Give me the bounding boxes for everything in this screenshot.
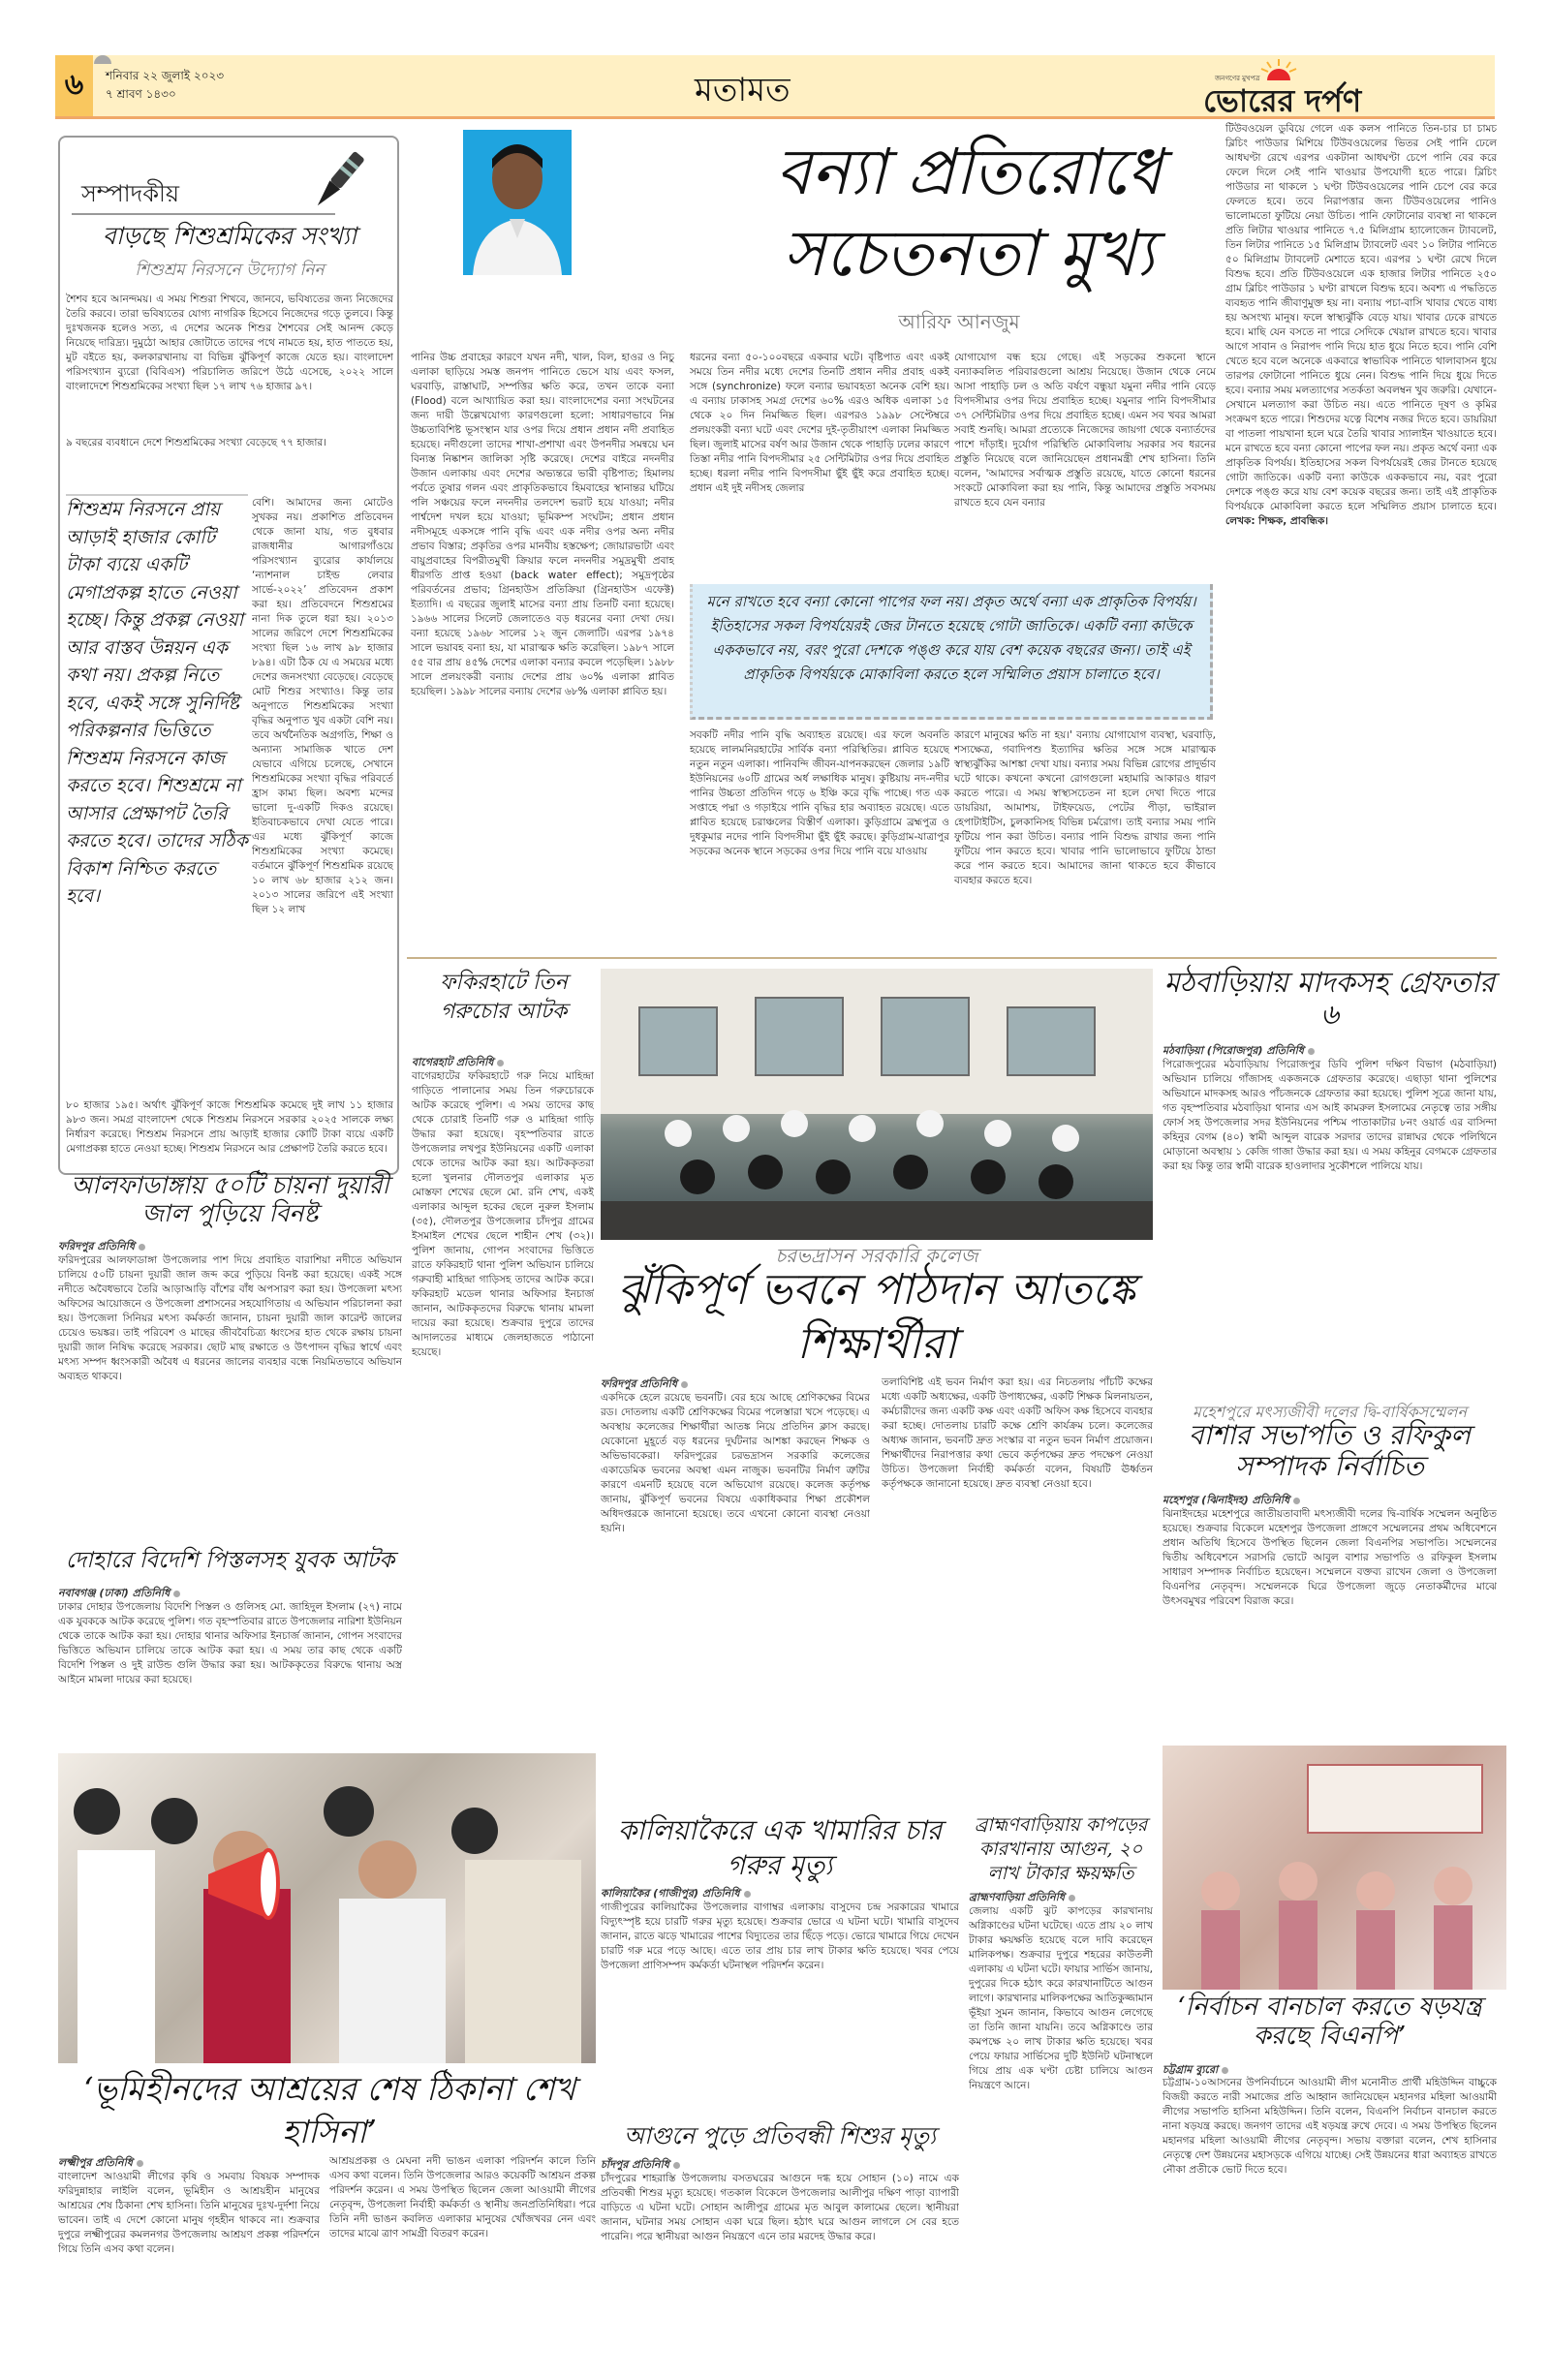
newspaper-logo[interactable] bbox=[1184, 59, 1474, 119]
story-headline: আগুনে পুড়ে প্রতিবন্ধী শিশুর মৃত্যু bbox=[623, 2122, 937, 2149]
story-body: তলাবিশিষ্ট এই ভবন নির্মাণ করা হয়। এর নিচতলায় পাঁচটি কক্ষের মধ্যে একটি অধ্যক্ষের, একটি উপাধ্যক্ষের, একটি শিক্ষক মিলনায়তন, কর্মচারীদের জন্য একটি কক্ষ এবং একটি অফিস কক্ষ হিসেবে ব্যবহার করা হচ্ছে। দোতলায় চারটি কক্ষে শ্রেণি কার্যক্রম চলে। কলেজের অধ্যক্ষ জানান, ভবনটি দ্রুত সংস্কার বা নতুন ভবন নির্মাণ প্রয়োজন। শিক্ষার্থীদের নিরাপত্তার কথা ভেবে কর্তৃপক্ষের দ্রুত পদক্ষেপ নেওয়া উচিত। উপজেলা নির্বাহী কর্মকর্তা বলেন, বিষয়টি ঊর্ধ্বতন কর্তৃপক্ষকে জানানো হয়েছে। দ্রুত ব্যবস্থা নেওয়া হবে। bbox=[882, 1376, 1153, 1490]
opinion-pull-quote: মনে রাখতে হবে বন্যা কোনো পাপের ফল নয়। প্রকৃত অর্থে বন্যা এক প্রাকৃতিক বিপর্যয়। ইতিহাসের সকল বিপর্যয়েরই জের টানতে হয়েছে গোটা জাতিকে। একটি বন্যা কাউকে এককভাবে নয়, বরং পুরো দেশকে পঙ্গু করে যায় বেশ কয়েক বছরের জন্য। তাই এই প্রাকৃতিক বিপর্যয়কে মোকাবিলা করতে হলে সম্মিলিত প্রয়াস চালাতে হবে। bbox=[690, 584, 1213, 720]
page-number: ৬ bbox=[55, 55, 93, 116]
bullet-icon bbox=[1069, 1895, 1075, 1901]
story-body: ফরিদপুরের আলফাডাঙ্গা উপজেলার পাশ দিয়ে প্রবাহিত বারাশিয়া নদীতে অভিযান চালিয়ে ৫০টি চায়না দুয়ারী জাল জব্দ করে পুড়িয়ে বিনষ্ট করা হয়েছে। একই সঙ্গে নদীতে অবৈধভাবে তৈরি আড়াআড়ি বাঁশের বাঁধ অপসারণ করা হয়। উপজেলা মৎস্য অফিসের আয়োজনে ও উপজেলা প্রশাসনের সহযোগিতায় এ অভিযান পরিচালনা করা হয়। উপজেলা সিনিয়র মৎস্য কর্মকর্তা জানান, চায়না দুয়ারী জাল কারেন্ট জালের চেয়েও ভয়ঙ্কর। তাই পরিবেশ ও মাছের জীববৈচিত্র্য ধ্বংসের হাত থেকে রক্ষায় চায়না দুয়ারী জাল নিষিদ্ধ করেছে সরকার। ছোট মাছ রক্ষাতে ও উৎপাদন বৃদ্ধির স্বার্থে এবং মৎস্য সম্পদ ধ্বংসকারী অবৈধ এ ধরনের জালের ব্যবহার বন্ধে নিয়মিতভাবে অভিযান অব্যহত থাকবে। bbox=[58, 1254, 402, 1382]
story-body: বাংলাদেশ আওয়ামী লীগের কৃষি ও সমবায় বিষয়ক সম্পাদক ফরিদুন্নাহার লাইলি বলেন, ভূমিহীন ও আশ্রয়হীন মানুষের আশ্রয়ের শেষ ঠিকানা শেখ হাসিনা। তিনি মানুষের দুঃখ-দুর্দশা নিয়ে ভাবেন। তাই এ দেশে কোনো মানুষ গৃহহীন থাকবে না। শুক্রবার দুপুরে লক্ষ্মীপুরের কমলনগর উপজেলায় আশ্রয়ণ প্রকল্প পরিদর্শনে গিয়ে তিনি এসব কথা বলেন। bbox=[58, 2171, 320, 2255]
dateline-text: ব্রাহ্মণবাড়িয়া প্রতিনিধি bbox=[969, 1891, 1066, 1903]
opinion-column: ধরনের বন্যা ৫০-১০০বছরে একবার ঘটে। বৃষ্টিপাত এবং একই সময়ে তিন নদীর মধ্যে দেশের তিনটি প্রধান নদীর প্রবাহ একই সঙ্গে (synchronize) ফলে বন্যার ভয়াবহতা অনেক বেশি হয়। এ বন্যায় ঢাকাসহ সমগ্র দেশের ৬০% এরও অধিক এলাকা ১৫ থেকে ২০ দিন নিমজ্জিত ছিল। এরপরও ১৯৯৮ সেপ্টেম্বরে প্রলয়ংকরী বন্যা ঘটে এবং দেশের দুই-তৃতীয়াংশ এলাকা নিমজ্জিত ছিল। জুলাই মাসের বর্ষণ আর উজান থেকে পাহাড়ি ঢলের কারণে তিস্তা নদীর পানি বিপদসীমার ২৫ সেন্টিমিটার ওপর দিয়ে প্রবাহিত হচ্ছে। ধরলা নদীর পানি বিপদসীমা ছুঁই ছুঁই করে প্রবাহিত হচ্ছে। প্রধান এই দুই নদীসহ জেলার bbox=[690, 352, 949, 494]
editorial-paragraph: বেশি। আমাদের জন্য মোটেও সুখকর নয়। প্রকাশিত প্রতিবেদন থেকে জানা যায়, গত বুধবার রাজধানীর আগারগাঁওয়ে পরিসংখ্যান ব্যুরোর কার্যালয়ে ‘ন্যাশনাল চাইল্ড লেবার সার্ভে-২০২২’ প্রতিবেদন প্রকাশ করা হয়। প্রতিবেদনে শিশুশ্রমের নানা দিক তুলে ধরা হয়। ২০১৩ সালের জরিপে দেশে শিশুশ্রমিকের সংখ্যা ছিল ১৬ লাখ ৯৮ হাজার ৮৯৪। এটা ঠিক যে এ সময়ের মধ্যে দেশের জনসংখ্যা বেড়েছে। বেড়েছে মোট শিশুর সংখ্যাও। কিন্তু তার অনুপাতে শিশুশ্রমিকের সংখ্যা বৃদ্ধির অনুপাত খুব একটা বেশি নয়। তবে অর্থনৈতিক অগ্রগতি, শিক্ষা ও অন্যান্য সামাজিক খাতে দেশ যেভাবে এগিয়ে চলেছে, সেখানে শিশুশ্রমিকের সংখ্যা বৃদ্ধির পরিবর্তে হ্রাস কাম্য ছিল। অবশ্য মন্দের ভালো দু-একটি দিকও রয়েছে। ইতিবাচকভাবে দেখা যেতে পারে। এর মধ্যে ঝুঁকিপূর্ণ কাজে শিশুশ্রমিকের সংখ্যা কমেছে। বর্তমানে ঝুঁকিপূর্ণ শিশুশ্রমিক রয়েছে ১০ লাখ ৬৮ হাজার ২১২ জন। ২০১৩ সালের জরিপে এই সংখ্যা ছিল ১২ লাখ bbox=[252, 497, 393, 915]
dateline-text: মঠবাড়িয়া (পিরোজপুর) প্রতিনিধি bbox=[1162, 1044, 1304, 1057]
author-photo bbox=[463, 130, 572, 275]
dateline-text: চাঁদপুর প্রতিনিধি bbox=[601, 2158, 669, 2171]
dateline-text: কালিয়াকৈর (গাজীপুর) প্রতিনিধি bbox=[601, 1887, 740, 1900]
opinion-column: পানির উচ্চ প্রবাহের কারণে যখন নদী, খাল, বিল, হাওর ও নিচু এলাকা ছাড়িয়ে সমস্ত জনপদ পানিতে ভেসে যায় এবং ফসল, ঘরবাড়ি, রাস্তাঘাট, সম্পত্তির ক্ষতি করে, তখন তাকে বন্যা (Flood) বলে আখ্যায়িত করা হয়। বাংলাদেশের বন্যা সংঘটনের জন্য দায়ী উল্লেখযোগ্য কারণগুলো হলো: সাধারণভাবে নিম্ন উচ্চতাবিশিষ্ট ভূসংস্থান যার ওপর দিয়ে প্রধান প্রধান নদী প্রবাহিত হয়েছে। নদীগুলো তাদের শাখা-প্রশাখা এবং উপনদীর সমন্বয়ে ঘন বিন্যস্ত নিষ্কাশন জালিকা সৃষ্টি করেছে। দেশের বাইরে নদনদীর উজান এলাকায় এবং দেশের অভ্যন্তরে ভারী বৃষ্টিপাত; হিমালয় পর্বতে তুষার গলন এবং প্রাকৃতিকভাবে হিমবাহের স্থানান্তর ঘটিয়ে পলি সঞ্চয়ের ফলে নদনদীর তলদেশ ভরাট হয়ে যাওয়া; নদীর পার্শ্বদেশ দখল হয়ে যাওয়া; ভূমিকম্প সংঘটন; প্রধান প্রধান নদীসমূহে একসঙ্গে পানি বৃদ্ধি এবং এক নদীর ওপর অন্য নদীর প্রভাব বিস্তার; প্রকৃতির ওপর মানবীয় হস্তক্ষেপ; জোয়ারভাটা এবং বায়ুপ্রবাহের বিপরীতমুখী ক্রিয়ার ফলে নদনদীর সমুদ্রমুখী প্রবাহ ধীরগতি প্রাপ্ত হওয়া (back water effect); সমুদ্রপৃষ্ঠের পরিবর্তনের প্রভাব; গ্রিনহাউস প্রতিক্রিয়া (গ্রিনহাউস এফেক্ট) ইত্যাদি। এ বছরের জুলাই মাসের বন্যা প্রায় তিনটি বন্যা হয়েছে। ১৯৬৬ সালের সিলেট জেলাতেও বড় ধরনের বন্যা দেখা দেয়। বন্যা হয়েছে ১৯৬৮ সালের ১২ জুন জেলাটি। এরপর ১৯৭৪ সালে ভয়াবহ বন্যা হয়, যা মারাত্মক ক্ষতি করেছিল। ১৯৮৭ সালে ৫৫ বার প্রায় ৪৫% দেশের এলাকা বন্যার কবলে পড়েছিল। ১৯৮৮ সালে প্রলয়ংকরী বন্যায় দেশের প্রায় ৬০% এলাকা প্লাবিত হয়েছিল। ১৯৯৮ সালের বন্যায় দেশের ৬৮% এলাকা প্লাবিত হয়। bbox=[411, 352, 674, 697]
story-headline: ফকিরহাটে তিন গরুচোর আটক bbox=[440, 971, 568, 1024]
bullet-icon bbox=[1293, 1498, 1300, 1504]
editorial-headline: বাড়ছে শিশুশ্রমিকের সংখ্যা bbox=[102, 222, 357, 250]
story-headline: ঝুঁকিপূর্ণ ভবনে পাঠদান আতঙ্কে শিক্ষার্থীরা bbox=[617, 1265, 1136, 1369]
story-headline: বাশার সভাপতি ও রফিকুল সম্পাদক নির্বাচিত bbox=[1189, 1419, 1471, 1483]
opinion-byline: আরিফ আনজুম bbox=[898, 310, 1020, 333]
story-kicker: মহেশপুরে মৎস্যজীবী দলের দ্বি-বার্ষিকসম্মেলন bbox=[1192, 1403, 1468, 1421]
story-body: বাগেরহাটের ফকিরহাটে গরু নিয়ে মাহিন্দ্রা গাড়িতে পালানোর সময় তিন গরুচোরকে আটক করেছে পুলিশ। এ সময় তাদের কাছ থেকে চোরাই তিনটি গরু ও মাহিন্দ্রা গাড়ি উদ্ধার করা হয়েছে। বৃহস্পতিবার রাতে উপজেলার লখপুর ইউনিয়নের একটি এলাকা থেকে তাদের আটক করা হয়। আটককৃতরা হলো খুলনার দৌলতপুর এলাকার মৃত মোস্তফা শেখের ছেলে মো. রনি শেখ, একই এলাকার আব্দুল হকের ছেলে নুরুল ইসলাম (৩৫), দৌলতপুর উপজেলার চাঁদপুর গ্রামের ইসমাইল শেখের ছেলে শাহীন শেখ (৩২)। পুলিশ জানায়, গোপন সংবাদের ভিত্তিতে রাতে ফকিরহাট থানা পুলিশ অভিযান চালিয়ে গরুবাহী মাহিন্দ্রা গাড়িসহ তাদের আটক করে। ফকিরহাট মডেল থানার অফিসার ইনচার্জ জানান, আটককৃতদের বিরুদ্ধে থানায় মামলা দায়ের করা হয়েছে। শুক্রবার দুপুরে তাদের আদালতের মাধ্যমে জেলহাজতে পাঠানো হয়েছে। bbox=[412, 1070, 594, 1358]
opinion-column-text: টিউবওয়েল ডুবিয়ে গেলে এক কলস পানিতে তিন-চার চা চামচ ব্লিচিং পাউডার মিশিয়ে টিউবওয়েলের ভিতর সেই পানি ঢেলে আধঘণ্টা রেখে এরপর একটানা আধঘণ্টা চেপে পানি বের করে ফেলে দিলে সেই পানি খাওয়ার উপযোগী হতে পারে। ব্লিচিং পাউডার না থাকলে ১ ঘণ্টা টিউবওয়েলের পানি চেপে বের করে ফেলতে হবে। তবে নিরাপত্তার জন্য টিউবওয়েলের পানিও ভালোমতো ফুটিয়ে নেয়া উচিত। পানি ফোটানোর ব্যবস্থা না থাকলে প্রতি লিটার খাওয়ার পানিতে ৭.৫ মিলিগ্রাম হ্যালোজেন ট্যাবলেট, তিন লিটার পানিতে ১৫ মিলিগ্রাম ট্যাবলেট এবং ১০ লিটার পানিতে ৫০ মিলিগ্রাম ট্যাবলেট মেশাতে হবে। এরপর ১ ঘণ্টা রেখে দিলে বিশুদ্ধ হবে। প্রতি টিউবওয়েলে এক হাজার লিটার পানিতে ২৫০ গ্রাম ব্লিচিং পাউডার ১ ঘণ্টা রাখলে বিশুদ্ধ হবে। অবশ্য এ পদ্ধতিতে ব্যবহৃত পানি জীবাণুমুক্ত হয় না। বন্যায় পচা-বাসি খাবার খেতে বাধ্য হয় অসংখ্য মানুষ। ফলে স্বাস্থ্যঝুঁকি বেড়ে যায়। খাবার ঢেকে রাখতে হবে। মাছি যেন বসতে না পারে সেদিকে খেয়াল রাখতে হবে। খাবার আগে সাবান ও নিরাপদ পানি দিয়ে হাত ধুয়ে নিতে হবে। পানি বেশি খেতে হবে বলে অনেকে একবারে স্বাভাবিক পানিতে থালাবাসন ধুয়ে তারপর ফোটানো পানিতে ধুয়ে নেন। বিশুদ্ধ পানি দিয়ে ধুয়ে দিতে হবে। বন্যার সময় মলত্যাগের সতর্কতা অবলম্বন খুব জরুরি। যেখানে-সেখানে মলত্যাগ করা উচিত নয়। এতে পানিতে দূষণ ও কৃমির সংক্রমণ হতে পারে। শিশুদের যত্নে বিশেষ নজর দিতে হবে। ডায়রিয়া বা পাতলা পায়খানা হলে ঘরে তৈরি খাবার স্যালাইন খাওয়াতে হবে। মনে রাখতে হবে বন্যা কোনো পাপের ফল নয়। প্রকৃত অর্থে বন্যা এক প্রাকৃতিক বিপর্যয়। ইতিহাসের সকল বিপর্যয়েরই জের টানতে হয়েছে গোটা জাতিকে। একটি বন্যা কাউকে এককভাবে নয়, বরং পুরো দেশকে পঙ্গু করে যায় বেশ কয়েক বছরের জন্য। তাই এই প্রাকৃতিক বিপর্যয়কে মোকাবিলা করতে হলে সম্মিলিত প্রয়াস চালাতে হবে। bbox=[1225, 123, 1497, 512]
opinion-column: যোগাযোগ বন্ধ হয়ে গেছে। এই সড়কের শুকনো স্থানে বন্যাকবলিত পরিবারগুলো আশ্রয় নিয়েছে। উজান থেকে নেমে আসা পাহাড়ি ঢল ও অতি বর্ষণে বন্ধুয়া যমুনা নদীর পানি বেড়ে বিপদসীমার ওপর দিয়ে প্রবাহিত হচ্ছে। যমুনার পানি বিপদসীমার ৩৭ সেন্টিমিটার ওপর দিয়ে প্রবাহিত হচ্ছে। এমন সব খবর আমরা সবাই শুনছি। আমরা প্রত্যেকে নিজেদের জায়গা থেকে বন্যার্তদের পাশে দাঁড়াই। দুর্যোগ পরিস্থিতি মোকাবিলায় সরকার সব ধরনের প্রস্তুতি নিয়েছে বলে জানিয়েছেন প্রধানমন্ত্রী শেখ হাসিনা। তিনি বলেন, 'আমাদের সর্বাত্মক প্রস্তুতি রয়েছে, যাতে কোনো ধরনের সংকটে মোকাবিলা করা হয় পানি, কিন্তু আমাদের প্রস্তুতি সবসময় রাখতে হবে যেন বন্যার bbox=[954, 352, 1216, 509]
logo-tagline: জনগণের মুখপত্র bbox=[1215, 75, 1260, 82]
logo-name: ভোরের দর্পণ bbox=[1203, 82, 1362, 119]
bullet-icon bbox=[744, 1891, 751, 1898]
story-headline: ‘নির্বাচন বানচাল করতে ষড়যন্ত্র করছে বিএনপি’ bbox=[1177, 1993, 1482, 2051]
story-body: ঝিনাইদহের মহেশপুরে জাতীয়তাবাদী মৎস্যজীবী দলের দ্বি-বার্ষিক সম্মেলন অনুষ্ঠিত হয়েছে। শুক্রবার বিকেলে মহেশপুর উপজেলা প্রাঙ্গণে সম্মেলনের প্রথম অধিবেশনে প্রধান অতিথি হিসেবে উপস্থিত ছিলেন জেলা বিএনপির সভাপতি। সম্মেলনের দ্বিতীয় অধিবেশনে সরাসরি ভোটে আবুল বাশার সভাপতি ও রফিকুল ইসলাম সাধারণ সম্পাদক নির্বাচিত হয়েছেন। সম্মেলনে বক্তব্য রাখেন জেলা ও উপজেলা বিএনপির নেতৃবৃন্দ। সম্মেলনকে ঘিরে উপজেলা জুড়ে নেতাকর্মীদের মাঝে উৎসবমুখর পরিবেশ বিরাজ করে। bbox=[1162, 1508, 1497, 1607]
bullet-icon bbox=[137, 2160, 143, 2167]
classroom-scene bbox=[601, 969, 1153, 1240]
women-meeting-photo bbox=[1162, 1746, 1506, 1990]
dateline-text: ফরিদপুর প্রতিনিধি bbox=[58, 1240, 135, 1252]
bengali-date: ৭ শ্রাবণ ১৪৩০ bbox=[106, 87, 176, 101]
dateline-text: নবাবগঞ্জ (ঢাকা) প্রতিনিধি bbox=[58, 1587, 170, 1599]
editorial-subhead: শিশুশ্রম নিরসনে উদ্যোগ নিন bbox=[135, 261, 325, 280]
dateline-text: চট্টগ্রাম ব্যুরো bbox=[1162, 2063, 1219, 2076]
dateline-text: লক্ষ্মীপুর প্রতিনিধি bbox=[58, 2156, 133, 2169]
opinion-headline: বন্যা প্রতিরোধে সচেতনতা মুখ্য bbox=[775, 135, 1162, 291]
dateline-text: বাগেরহাট প্রতিনিধি bbox=[412, 1056, 494, 1068]
person-silhouette-icon bbox=[463, 130, 572, 275]
story-headline: কালিয়াকৈরে এক খামারির চার গরুর মৃত্যু bbox=[617, 1814, 943, 1881]
dateline-text: ফরিদপুর প্রতিনিধি bbox=[601, 1377, 677, 1390]
story-headline: ব্রাহ্মণবাড়িয়ায় কাপড়ের কারখানায় আগুন, ২০ লাখ টাকার ক্ষয়ক্ষতি bbox=[974, 1814, 1148, 1884]
story-body: ঢাকার দোহার উপজেলায় বিদেশি পিস্তল ও গুলিসহ মো. জাহিদুল ইসলাম (২৭) নামে এক যুবককে আটক করেছে পুলিশ। গত বৃহস্পতিবার রাতে উপজেলার নারিশা ইউনিয়ন থেকে তাকে আটক করা হয়। দোহার থানার অফিসার ইনচার্জ জানান, গোপন সংবাদের ভিত্তিতে অভিযান চালিয়ে তাকে আটক করা হয়। এ সময় তার কাছ থেকে একটি বিদেশি পিস্তল ও দুই রাউন্ড গুলি উদ্ধার করা হয়। আটককৃতের বিরুদ্ধে থানায় অস্ত্র আইনে মামলা দায়ের করা হয়েছে। bbox=[58, 1601, 402, 1685]
megaphone-icon bbox=[199, 1840, 305, 1928]
fountain-pen-icon bbox=[304, 147, 372, 215]
editorial-label: সম্পাদকীয় bbox=[81, 180, 180, 207]
date-block bbox=[106, 67, 224, 104]
gregorian-date: শনিবার ২২ জুলাই ২০২৩ bbox=[106, 69, 225, 82]
story-headline: আলফাডাঙ্গায় ৫০টি চায়না দুয়ারী জাল পুড়িয়ে বিনষ্ট bbox=[71, 1171, 389, 1227]
story-body: চট্টগ্রাম-১০আসনের উপনির্বাচনে আওয়ামী লীগ মনোনীত প্রার্থী মহিউদ্দিন বাচ্চুকে বিজয়ী করতে নারী সমাজের প্রতি আহ্বান জানিয়েছেন মহানগর মহিলা আওয়ামী লীগের সভাপতি হাসিনা মহিউদ্দিন। তিনি বলেন, বিএনপি নির্বাচন বানচাল করতে নানা ষড়যন্ত্র করছে। জনগণ তাদের এই ষড়যন্ত্র রুখে দেবে। এ সময় উপস্থিত ছিলেন মহানগর মহিলা আওয়ামী লীগের নেতৃবৃন্দ। সভায় বক্তারা বলেন, শেখ হাসিনার নেতৃত্বে দেশ উন্নয়নের মহাসড়কে এগিয়ে যাচ্ছে। সেই উন্নয়নের ধারা অব্যাহত রাখতে নৌকা প্রতীকে ভোট দিতে হবে। bbox=[1162, 2077, 1497, 2176]
story-kicker: চরভদ্রাসন সরকারি কলেজ bbox=[775, 1244, 978, 1267]
opinion-column: সবকটি নদীর পানি বৃদ্ধি অব্যাহত রয়েছে। এর ফলে অবনতি হয়েছে লালমনিরহাটের সার্বিক বন্যা পরিস্থিতির। প্লাবিত হয়েছে নতুন নতুন এলাকা। পানিবন্দি জীবন-যাপনকরছেন জেলার ১৯টি ইউনিয়নের ৬০টি গ্রামের অর্ধ লক্ষাধিক মানুষ। কুষ্টিয়ায় নদ-নদীর পানির উচ্চতা প্রতিদিন গড়ে ৬ ইঞ্চি করে বৃদ্ধি পাচ্ছে। গত এক সপ্তাহে পদ্মা ও গড়াইয়ে পানি বৃদ্ধির হার অব্যাহত রয়েছে। এতে প্লাবিত হয়েছে চরাঞ্চলের বিস্তীর্ণ এলাকা। কুড়িগ্রামে ব্রহ্মপুত্র ও দুধকুমার নদের পানি বিপদসীমা ছুঁই ছুঁই করছে। কুড়িগ্রাম-যাত্রাপুর সড়কের অনেক স্থানে সড়কের ওপর দিয়ে পানি বয়ে যাওয়ায় bbox=[690, 729, 949, 857]
story-body: পিরোজপুরের মঠবাড়িয়ায় পিরোজপুর ডিবি পুলিশ দক্ষিণ বিভাগ (মঠবাড়িয়া) অভিযান চালিয়ে গাঁজাসহ একজনকে গ্রেফতার করেছে। এছাড়া থানা পুলিশের অভিযানে মাদকসহ আরও পাঁচজনকে গ্রেফতার করা হয়েছে। পুলিশ সূত্রে জানা যায়, গত বৃহস্পতিবার মঠবাড়িয়া থানার এস আই কামরুল ইসলামের নেতৃত্বে তার সঙ্গীয় ফোর্স সহ উপজেলার সদর ইউনিয়নের পশ্চিম পাতাকাটার ৮নং ওয়ার্ড এর বাসিন্দা কহিনুর বেগম (৪০) স্বামী আব্দুল বারেক সরদার তাদের রান্নাঘর থেকে পলিথিনে মোড়ানো অবস্থায় ১ কেজি গাজা উদ্ধার করা হয়। এ সময় কহিনুর বেগমকে গ্রেফতার করা হয় কিন্তু তার স্বামী বারেক হাওলাদার সুকৌশলে পালিয়ে যায়। bbox=[1162, 1059, 1497, 1172]
editorial-pull-quote: শিশুশ্রম নিরসনে প্রায় আড়াই হাজার কোটি টাকা ব্যয়ে একটি মেগাপ্রকল্প হাতে নেওয়া হচ্ছে। কিন্তু প্রকল্প নেওয়া আর বাস্তব উন্নয়ন এক কথা নয়। প্রকল্প নিতে হবে, একই সঙ্গে সুনির্দিষ্ট পরিকল্পনার ভিত্তিতে শিশুশ্রম নিরসনে কাজ করতে হবে। শিশুশ্রমে না আসার প্রেক্ষাপট তৈরি করতে হবে। তাদের সঠিক বিকাশ নিশ্চিত করতে হবে। bbox=[66, 499, 249, 907]
story-body: গাজীপুরের কালিয়াকৈর উপজেলার বাগাম্বর এলাকায় বাসুদেব চন্দ্র সরকারের খামারে বিদ্যুৎস্পৃষ্ট হয়ে চারটি গরুর মৃত্যু হয়েছে। শুক্রবার ভোরে এ ঘটনা ঘটে। খামারি বাসুদেব জানান, রাতে ঝড়ে খামারের পাশের বিদ্যুতের তার ছিঁড়ে পড়ে। ভোরে খামারে গিয়ে দেখেন চারটি গরু মরে পড়ে আছে। এতে তার প্রায় চার লাখ টাকার ক্ষতি হয়েছে। খবর পেয়ে উপজেলা প্রাণিসম্পদ কর্মকর্তা ঘটনাস্থল পরিদর্শন করেন। bbox=[601, 1901, 959, 1971]
opinion-column: কারণে মানুষের ক্ষতি না হয়।' বন্যায় যোগাযোগ ব্যবস্থা, ঘরবাড়ি, শস্যক্ষেত্র, গবাদিপশু ইত্যাদির ক্ষতির সঙ্গে সঙ্গে মারাত্মক স্বাস্থ্যঝুঁকির আশঙ্কা দেখা যায়। বন্যার সময় বিভিন্ন রোগের প্রাদুর্ভাব ঘটে থাকে। কখনো কখনো রোগগুলো মহামারি আকারও ধারণ করতে পারে। এ সময় স্বাস্থ্যসচেতন না হলে দেখা দিতে পারে ডায়রিয়া, আমাশয়, টাইফয়েড, পেটের পীড়া, ভাইরাল হেপাটাইটিস, চুলকানিসহ বিভিন্ন চর্মরোগ। তাই বন্যার সময় পানি ফুটিয়ে পান করা উচিত। বন্যার পানি বিশুদ্ধ রাখার জন্য পানি ফুটিয়ে পান করতে হবে। খাবার পানি ভালোভাবে ফুটিয়ে ঠান্ডা করে পান করতে হবে। আমাদের জানা থাকতে হবে কীভাবে ব্যবহার করতে হবে। bbox=[954, 729, 1216, 886]
bullet-icon bbox=[1222, 2067, 1228, 2074]
bullet-icon bbox=[139, 1244, 145, 1251]
rally-photo bbox=[58, 1753, 596, 2063]
rally-scene bbox=[58, 1753, 596, 2063]
story-body: আশ্রয়প্রকল্প ও মেঘনা নদী ভাঙন এলাকা পরিদর্শন কালে তিনি এসব কথা বলেন। তিনি উপজেলার আরও কয়েকটি আশ্রয়ন প্রকল্প পরিদর্শন করেন। এ সময় উপস্থিত ছিলেন জেলা আওয়ামী লীগের নেতৃবৃন্দ, উপজেলা নির্বাহী কর্মকর্তা ও স্থানীয় জনপ্রতিনিধিরা। পরে তিনি নদী ভাঙন কবলিত এলাকার মানুষের খোঁজখবর নেন এবং তাদের মাঝে ত্রাণ সামগ্রী বিতরণ করেন। bbox=[329, 2155, 596, 2240]
story-body: একদিকে হেলে রয়েছে ভবনটি। বের হয়ে আছে শ্রেণিকক্ষের বিমের রড। দোতলায় একটি শ্রেণিকক্ষের বিমের পলেস্তারা খসে পড়েছে। এ অবস্থায় কলেজের শিক্ষার্থীরা আতঙ্ক নিয়ে প্রতিদিন ক্লাস করছে। যেকোনো মুহূর্তে বড় ধরনের দুর্ঘটনার আশঙ্কা করছেন শিক্ষক ও অভিভাবকেরা। ফরিদপুরের চরভদ্রাসন সরকারি কলেজের একাডেমিক ভবনের অবস্থা এমন নাজুক। ভবনটির নির্মাণ ত্রুটির কারণে এমনটি হয়েছে বলে অভিযোগ রয়েছে। কলেজ কর্তৃপক্ষ জানায়, ঝুঁকিপূর্ণ ভবনের বিষয়ে একাধিকবার শিক্ষা প্রকৌশল অধিদপ্তরকে জানানো হয়েছে। তবে এখনো কোনো ব্যবস্থা নেওয়া হয়নি। bbox=[601, 1392, 870, 1534]
story-headline: দোহারে বিদেশি পিস্তলসহ যুবক আটক bbox=[65, 1548, 395, 1573]
section-title: মতামত bbox=[695, 71, 790, 109]
bullet-icon bbox=[1308, 1048, 1315, 1055]
bullet-icon bbox=[497, 1060, 504, 1066]
tab-notch-decoration bbox=[94, 55, 111, 64]
bullet-icon bbox=[673, 2162, 680, 2169]
meeting-scene bbox=[1162, 1746, 1506, 1990]
masthead bbox=[55, 55, 1495, 119]
story-headline: ‘ভূমিহীনদের আশ্রয়ের শেষ ঠিকানা শেখ হাসিনা’ bbox=[82, 2070, 576, 2150]
classroom-photo bbox=[601, 969, 1153, 1240]
opinion-column bbox=[1225, 122, 1497, 950]
author-signoff: লেখক: শিক্ষক, প্রাবন্ধিক। bbox=[1225, 515, 1329, 527]
editorial-paragraph: ৯ বছরের ব্যবধানে দেশে শিশুশ্রমিকের সংখ্যা বেড়েছে ৭৭ হাজার। bbox=[66, 437, 326, 448]
editorial-paragraph: ৮০ হাজার ১৯৫। অর্থাৎ ঝুঁকিপূর্ণ কাজে শিশুশ্রমিক কমেছে দুই লাখ ১১ হাজার ৯৮৩ জন। সমগ্র বাংলাদেশ থেকে শিশুশ্রম নিরসনে সরকার ২০২৫ সালকে লক্ষ্য নির্ধারণ করেছে। শিশুশ্রম নিরসনে প্রায় আড়াই হাজার কোটি টাকা ব্যয়ে একটি মেগাপ্রকল্প হাতে নেওয়া হচ্ছে। শিশুশ্রম নিরসনে আর প্রেক্ষাপট তৈরি করতে হবে। bbox=[66, 1099, 393, 1155]
story-body: চাঁদপুরের শাহরাস্তি উপজেলায় বসতঘরের আগুনে দগ্ধ হয়ে সোহান (১০) নামে এক প্রতিবন্ধী শিশুর মৃত্যু হয়েছে। গতকাল বিকেলে উপজেলার আলীপুর দক্ষিণ পাড়া ব্যাপারী বাড়িতে এ ঘটনা ঘটে। সোহান আলীপুর গ্রামের মৃত আবুল কালামের ছেলে। স্থানীয়রা জানান, ঘটনার সময় সোহান একা ঘরে ছিল। হঠাৎ ঘরে আগুন লাগলে সে বের হতে পারেনি। পরে স্থানীয়রা আগুন নিয়ন্ত্রণে এনে তার মরদেহ উদ্ধার করে। bbox=[601, 2173, 959, 2242]
editorial-box bbox=[58, 136, 399, 1175]
bullet-icon bbox=[681, 1381, 688, 1388]
story-body: জেলায় একটি ঝুট কাপড়ের কারখানায় অগ্নিকাণ্ডের ঘটনা ঘটেছে। এতে প্রায় ২০ লাখ টাকার ক্ষয়ক্ষতি হয়েছে বলে দাবি করেছেন মালিকপক্ষ। শুক্রবার দুপুরে শহরের কাউতলী এলাকায় এ ঘটনা ঘটে। ফায়ার সার্ভিস জানায়, দুপুরের দিকে হঠাৎ করে কারখানাটিতে আগুন লাগে। কারখানার মালিকপক্ষের আতিকুজ্জামান ভূঁইয়া সুমন জানান, কিভাবে আগুন লেগেছে তা তিনি জানা যায়নি। তবে অগ্নিকাণ্ডে তার কমপক্ষে ২০ লাখ টাকার ক্ষতি হয়েছে। খবর পেয়ে ফায়ার সার্ভিসের দুটি ইউনিট ঘটনাস্থলে গিয়ে প্রায় এক ঘণ্টা চেষ্টা চালিয়ে আগুন নিয়ন্ত্রণে আনে। bbox=[969, 1905, 1153, 2091]
bullet-icon bbox=[173, 1591, 180, 1597]
editorial-paragraph: শৈশব হবে আনন্দময়। এ সময় শিশুরা শিখবে, জানবে, ভবিষ্যতের জন্য নিজেদের তৈরি করবে। তারা ভবিষ্যতের যোগ্য নাগরিক হিসেবে নিজেদের গড়ে তুলবে। কিন্তু দুঃখজনক হলেও সত্য, এ দেশের অনেক শিশুর শৈশবের সেই আনন্দ কেড়ে নিয়েছে দারিদ্র্য। দুমুঠো আহার জোটাতে তাদের পথে নামতে হয়, হাত পাততে হয়, মুট বইতে হয়, কলকারখানায় বা বিভিন্ন ঝুঁকিপূর্ণ কাজে যেতে হয়। বাংলাদেশ পরিসংখ্যান ব্যুরো (বিবিএস) পরিচালিত জরিপে উঠে এসেছে, ২০২২ সালে বাংলাদেশে শিশুশ্রমিকের সংখ্যা ছিল ১৭ লাখ ৭৬ হাজার ৯৭। bbox=[66, 294, 393, 392]
editorial-rule bbox=[72, 213, 335, 215]
story-headline: মঠবাড়িয়ায় মাদকসহ গ্রেফতার ৬ bbox=[1163, 966, 1496, 1032]
section-divider bbox=[407, 957, 1497, 959]
dateline-text: মহেশপুর (ঝিনাইদহ) প্রতিনিধি bbox=[1162, 1494, 1290, 1506]
